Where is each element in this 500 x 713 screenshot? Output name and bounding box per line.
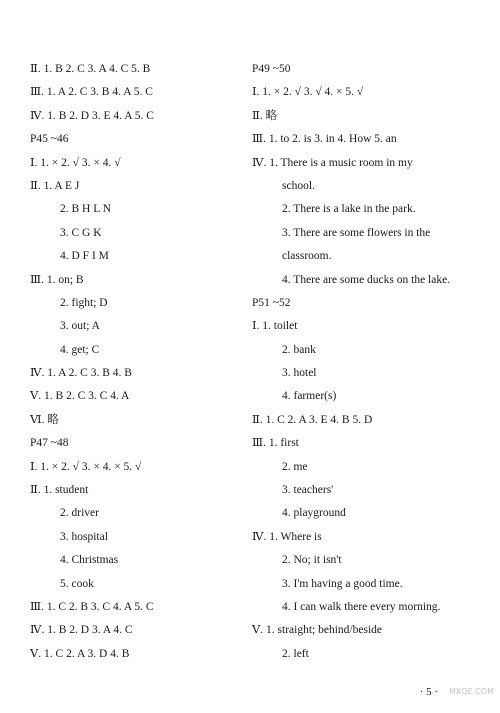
answer-line: 2. left [282,647,309,660]
answer-line: classroom. [282,250,332,263]
answer-line: Ⅱ. 1. A E J [30,179,80,192]
answer-line: Ⅴ. 1. straight; behind/beside [252,624,382,637]
answer-line: 2. B H L N [60,203,112,216]
left-column [30,58,245,666]
answer-line: Ⅳ. 1. B 2. D 3. E 4. A 5. C [30,109,154,122]
answer-line: Ⅲ. 1. A 2. C 3. B 4. A 5. C [30,86,153,99]
answer-line: Ⅲ. 1. first [252,437,299,450]
answer-line: P45 ~46 [30,133,69,146]
answer-line: Ⅴ. 1. B 2. C 3. C 4. A [30,390,130,403]
answer-line: 3. hospital [60,530,108,543]
answer-line: Ⅱ. 略 [252,109,278,122]
answer-line: Ⅱ. 1. student [30,484,89,497]
answer-line: 2. No; it isn't [282,554,342,567]
answer-line: 5. cook [60,577,94,590]
answer-line: 4. I can walk there every morning. [282,600,441,613]
answer-line: 4. D F I M [60,250,109,263]
answer-line: school. [282,179,315,192]
answer-line: Ⅰ. 1. × 2. √ 3. × 4. × 5. √ [30,460,142,473]
answer-line: P51 ~52 [252,296,291,309]
answer-line: Ⅴ. 1. C 2. A 3. D 4. B [30,647,130,660]
answer-line: 4. There are some ducks on the lake. [282,273,451,286]
answer-line: Ⅳ. 1. B 2. D 3. A 4. C [30,624,133,637]
answer-line: 2. bank [282,343,316,356]
answer-line: Ⅵ. 略 [30,413,59,426]
answer-line: Ⅲ. 1. on; B [30,273,84,286]
answer-line: 2. driver [60,507,99,520]
answer-line: 2. me [282,460,308,473]
page-number: · 5 · [419,686,438,698]
answer-line: 3. I'm having a good time. [282,577,403,590]
answer-line: 3. There are some flowers in the [282,226,431,239]
answer-line: Ⅳ. 1. A 2. C 3. B 4. B [30,367,132,380]
answer-line: Ⅲ. 1. to 2. is 3. in 4. How 5. an [252,133,397,146]
answer-line: 4. farmer(s) [282,390,337,403]
answer-line: Ⅰ. 1. toilet [252,320,298,333]
answer-line: 3. C G K [60,226,102,239]
answer-line: Ⅱ. 1. B 2. C 3. A 4. C 5. B [30,63,151,75]
answer-line: 3. hotel [282,367,317,380]
answer-line: 4. playground [282,507,346,520]
answer-line: Ⅰ. 1. × 2. √ 3. √ 4. × 5. √ [252,86,364,99]
answer-line: 2. There is a lake in the park. [282,203,416,216]
right-column [252,58,492,666]
watermark-logo: MXQE.COM [448,687,494,696]
answer-line: Ⅳ. 1. There is a music room in my [252,156,413,169]
answer-line: Ⅰ. 1. × 2. √ 3. × 4. √ [30,156,121,169]
answer-line: 3. teachers' [282,484,334,497]
answer-line: P47 ~48 [30,437,69,450]
answer-line: Ⅲ. 1. C 2. B 3. C 4. A 5. C [30,600,154,613]
answer-line: 3. out; A [60,320,100,333]
answer-line: 4. get; C [60,343,100,356]
answer-line: 2. fight; D [60,296,108,309]
answer-line: P49 ~50 [252,63,291,75]
answer-line: Ⅱ. 1. C 2. A 3. E 4. B 5. D [252,413,373,426]
answer-line: 4. Christmas [60,554,119,567]
answer-line: Ⅳ. 1. Where is [252,530,322,543]
